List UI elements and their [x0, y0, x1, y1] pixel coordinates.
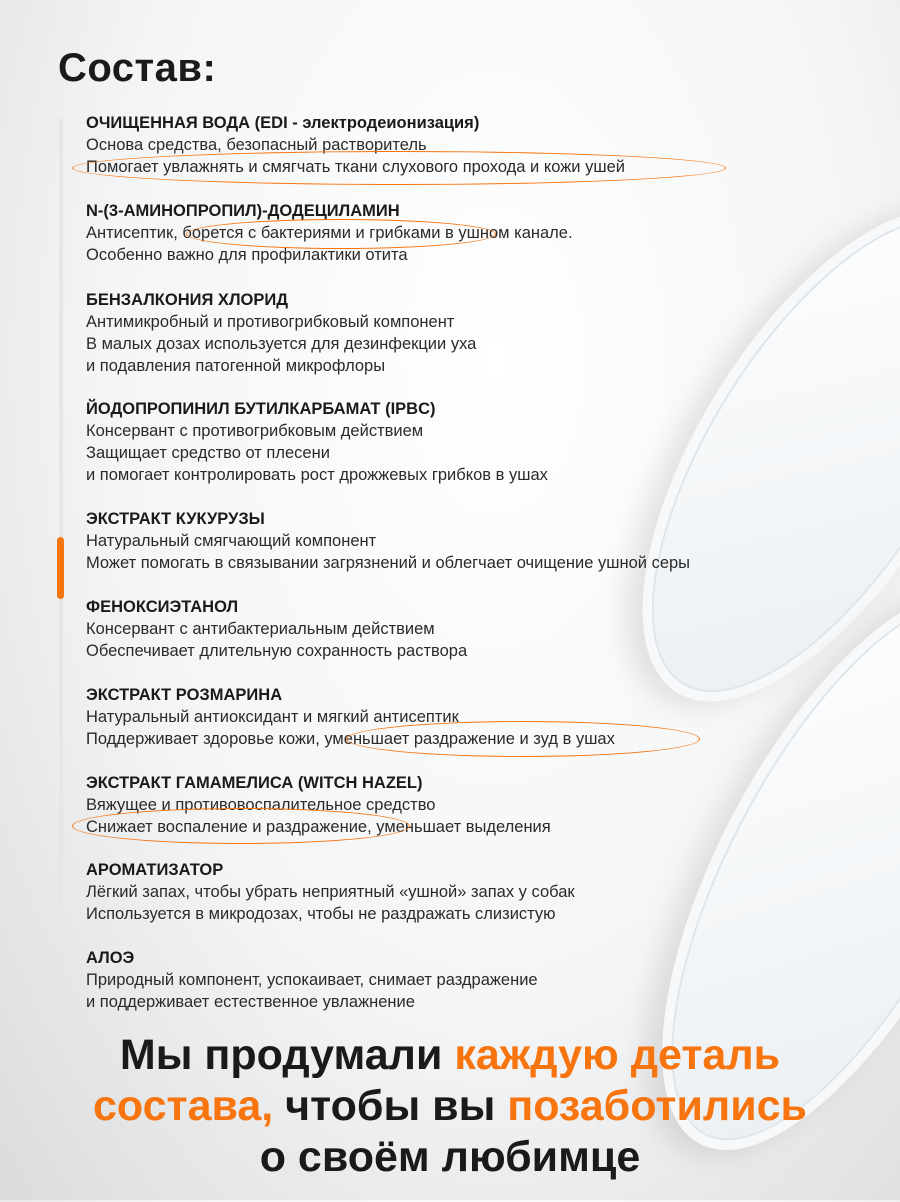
ingredient-name: N-(3-АМИНОПРОПИЛ)-ДОДЕЦИЛАМИН [86, 202, 400, 220]
slogan [0, 1030, 900, 1183]
slogan-accent-text: состава, [93, 1082, 274, 1130]
ingredient-description-line: Вяжущее и противовоспалительное средство [86, 796, 436, 814]
slogan-line [0, 1030, 900, 1081]
ingredient-name: ЭКСТРАКТ ГАМАМЕЛИСА (WITCH HAZEL) [86, 774, 423, 792]
ingredient-description-line: Обеспечивает длительную сохранность раствора [86, 642, 468, 660]
slogan-text: о своём любимце [259, 1133, 641, 1181]
ingredient-item [86, 947, 806, 1013]
ingredient-description-line: Помогает увлажнять и смягчать ткани слухового прохода и кожи ушей [86, 158, 625, 176]
ingredient-description-line: Консервант с противогрибковым действием [86, 422, 424, 440]
ingredient-description-line: Особенно важно для профилактики отита [86, 246, 408, 264]
ingredient-description-line: Натуральный смягчающий компонент [86, 532, 377, 550]
ingredient-description-line: Антимикробный и противогрибковый компонент [86, 313, 455, 331]
ingredient-description-line: Консервант с антибактериальным действием [86, 620, 435, 638]
ingredient-item [86, 289, 806, 398]
ingredient-item [86, 859, 806, 947]
slogan-line [0, 1132, 900, 1183]
ingredient-description-line: Снижает воспаление и раздражение, уменьшает выделения [86, 818, 551, 836]
ingredient-description-line: В малых дозах используется для дезинфекции уха [86, 335, 477, 353]
slogan-accent-text: каждую деталь [454, 1031, 781, 1079]
ingredient-item [86, 772, 806, 859]
slogan-accent-text: позаботились [507, 1082, 807, 1130]
ingredient-name: ЭКСТРАКТ РОЗМАРИНА [86, 686, 283, 704]
ingredient-item [86, 596, 806, 684]
ingredient-description-line: Защищает средство от плесени [86, 444, 330, 462]
ingredient-item [86, 398, 806, 508]
ingredient-description-line: Поддерживает здоровье кожи, уменьшает раздражение и зуд в ушах [86, 730, 615, 748]
ingredient-description-line: Природный компонент, успокаивает, снимает раздражение [86, 971, 538, 989]
ingredient-name: ЭКСТРАКТ КУКУРУЗЫ [86, 510, 265, 528]
ingredient-item [86, 112, 806, 200]
slogan-line [0, 1081, 900, 1132]
page-title: Состав: [58, 46, 217, 90]
ingredient-description-line: и поддерживает естественное увлажнение [86, 993, 415, 1011]
ingredient-name: АРОМАТИЗАТОР [86, 861, 224, 879]
ingredient-name: ФЕНОКСИЭТАНОЛ [86, 598, 239, 616]
ingredient-description-line: Основа средства, безопасный растворитель [86, 136, 427, 154]
ingredient-description-line: Натуральный антиоксидант и мягкий антисептик [86, 708, 459, 726]
slogan-text: чтобы вы [273, 1082, 508, 1130]
ingredient-description-line: Используется в микродозах, чтобы не раздражать слизистую [86, 905, 556, 923]
slogan-text: Мы продумали [119, 1031, 455, 1079]
ingredient-name: БЕНЗАЛКОНИЯ ХЛОРИД [86, 291, 288, 309]
ingredient-description-line: и помогает контролировать рост дрожжевых грибков в ушах [86, 466, 548, 484]
scroll-rail-indicator [57, 537, 64, 599]
ingredient-description-line: и подавления патогенной микрофлоры [86, 357, 386, 375]
ingredient-name: АЛОЭ [86, 949, 135, 967]
ingredient-item [86, 200, 806, 289]
ingredient-name: ОЧИЩЕННАЯ ВОДА (EDI - электродеионизация) [86, 114, 480, 132]
ingredient-list [86, 112, 806, 1013]
ingredient-item [86, 684, 806, 772]
ingredient-description-line: Антисептик, борется с бактериями и грибками в ушном канале. [86, 224, 573, 242]
ingredient-item [86, 508, 806, 596]
ingredient-description-line: Может помогать в связывании загрязнений и облегчает очищение ушной серы [86, 554, 691, 572]
ingredient-description-line: Лёгкий запах, чтобы убрать неприятный «ушной» запах у собак [86, 883, 575, 901]
ingredient-name: ЙОДОПРОПИНИЛ БУТИЛКАРБАМАТ (IPBC) [86, 400, 436, 418]
